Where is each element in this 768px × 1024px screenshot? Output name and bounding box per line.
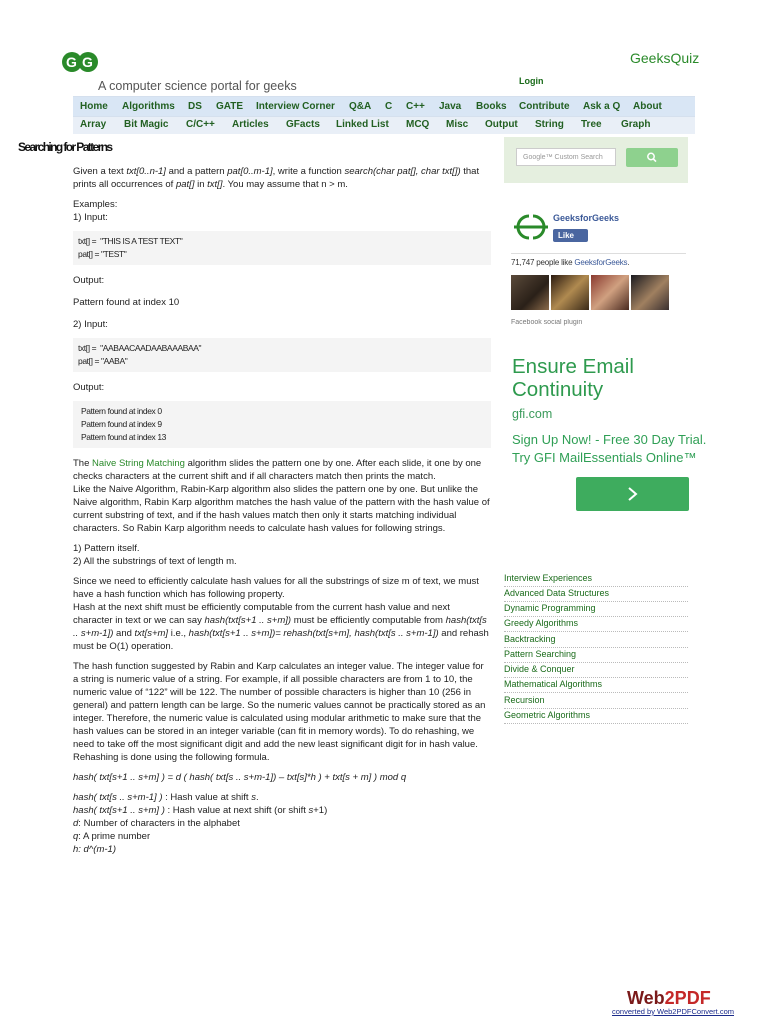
code-block-2: txt[] = "AABAACAADAABAAABAA" pat[] = "AABA" (73, 338, 491, 372)
category-link[interactable]: Geometric Algorithms (504, 709, 688, 724)
category-link[interactable]: Dynamic Programming (504, 602, 688, 617)
nav-c[interactable]: C (385, 101, 393, 112)
ad-description[interactable]: Sign Up Now! - Free 30 Day Trial. Try GFI MailEssentials Online™ (512, 432, 707, 465)
category-link[interactable]: Mathematical Algorithms (504, 678, 688, 693)
category-link[interactable]: Greedy Algorithms (504, 617, 688, 632)
nav-ask-a-q[interactable]: Ask a Q (583, 101, 621, 112)
ad-title[interactable]: Ensure Email Continuity (512, 355, 634, 401)
fb-like-button[interactable]: Like (553, 229, 588, 242)
category-link[interactable]: Divide & Conquer (504, 663, 688, 678)
nav-java[interactable]: Java (439, 101, 462, 112)
main-nav-row-2 (73, 116, 695, 134)
nav-qa[interactable]: Q&A (349, 101, 372, 112)
nav-tree[interactable]: Tree (581, 119, 602, 130)
site-tagline: A computer science portal for geeks (98, 79, 297, 93)
login-link[interactable]: Login (519, 76, 544, 86)
code-block-1: txt[] = "THIS IS A TEST TEXT" pat[] = "TEST" (73, 231, 491, 265)
nav-articles[interactable]: Articles (232, 119, 269, 130)
svg-text:G: G (66, 54, 77, 70)
nav-algorithms[interactable]: Algorithms (122, 101, 175, 112)
fb-divider (511, 253, 686, 254)
search-button[interactable] (626, 148, 678, 167)
naive-string-matching-link[interactable]: Naive String Matching (92, 458, 185, 469)
category-link[interactable]: Interview Experiences (504, 572, 688, 587)
follower-photo[interactable] (551, 275, 589, 310)
page-title: Searching for Patterns (18, 140, 112, 154)
fb-like-count: 71,747 people like GeeksforGeeks. (511, 258, 630, 267)
nav-misc[interactable]: Misc (446, 119, 469, 130)
svg-text:G: G (82, 54, 93, 70)
nav-output[interactable]: Output (485, 119, 518, 130)
follower-photo[interactable] (511, 275, 549, 310)
nav-c-cpp[interactable]: C/C++ (186, 119, 215, 130)
category-link[interactable]: Backtracking (504, 633, 688, 648)
nav-interview-corner[interactable]: Interview Corner (256, 101, 335, 112)
nav-mcq[interactable]: MCQ (406, 119, 430, 130)
main-nav-row-1 (73, 96, 695, 117)
category-link[interactable]: Pattern Searching (504, 648, 688, 663)
gfg-page-logo[interactable] (511, 212, 551, 242)
nav-bit-magic[interactable]: Bit Magic (124, 119, 169, 130)
fb-page-name[interactable]: GeeksforGeeks (553, 213, 620, 223)
naive-paragraph: The Naive String Matching algorithm slides the pattern one by one. After each slide, it one by one checks characters at the current shift and if all characters match then prints the match. Like the Naive Algorithm, Rabin-Karp algorithm also slides the pattern one by one. But unlike the Naive algorithm, Rabin Karp algorithm matches the hash value of the pattern with the hash value of current substring of text, and if the hash values match then only it starts matching individual characters. So Rabin Karp algorithm needs to calculate hash values for following strings. (73, 458, 490, 534)
nav-gate[interactable]: GATE (216, 101, 244, 112)
follower-photo[interactable] (631, 275, 669, 310)
nav-array[interactable]: Array (80, 119, 107, 130)
intro-paragraph: Given a text txt[0..n-1] and a pattern pat[0..m-1], write a function search(char pat[], char txt[]) that prints all occurrences of pat[] in txt[]. You may assume that n > m. (73, 166, 480, 190)
web2pdf-logo[interactable]: Web2PDF (627, 988, 711, 1008)
nav-graph[interactable]: Graph (621, 119, 651, 130)
strings-list: 1) Pattern itself. 2) All the substrings of text of length m. (73, 543, 237, 567)
output-label: Output: (73, 275, 105, 286)
nav-ds[interactable]: DS (188, 101, 202, 112)
ad-url[interactable]: gfi.com (512, 407, 553, 421)
search-input[interactable]: Google™ Custom Search (516, 148, 616, 166)
nav-gfacts[interactable]: GFacts (286, 119, 320, 130)
nav-string[interactable]: String (535, 119, 564, 130)
nav-contribute[interactable]: Contribute (519, 101, 570, 112)
category-link[interactable]: Advanced Data Structures (504, 587, 688, 602)
nav-books[interactable]: Books (476, 101, 507, 112)
definitions-list: hash( txt[s .. s+m-1] ) : Hash value at shift s. hash( txt[s+1 .. s+m] ) : Hash value at next shift (or shift s+1) d: Number of characters in the alphabet q: A prime number h: d^(m-1) (73, 792, 328, 855)
category-link[interactable]: Recursion (504, 694, 688, 709)
input2-label: 2) Input: (73, 319, 108, 330)
examples-label: Examples: (73, 199, 118, 210)
web2pdf-link[interactable]: converted by Web2PDFConvert.com (612, 1007, 734, 1016)
rabin-karp-paragraph: The hash function suggested by Rabin and Karp calculates an integer value. The integer value for a string is numeric value of a string. For example, if all possible characters are from 1 to 10, the numeric value of “122” will be 122. The number of possible characters is higher than 10 (256 in general) and pattern length can be large. So the numeric values cannot be practically stored as an integer. Therefore, the numeric value is calculated using modular arithmetic to make sure that the hash values can be stored in an integer variable (can fit in memory words). To do rehashing, we need to take off the most significant digit and add the new least significant digit for in hash value. Rehashing is done using the following formula. (73, 661, 486, 763)
chevron-right-icon (626, 486, 640, 502)
input1-label: 1) Input: (73, 212, 108, 223)
follower-photo[interactable] (591, 275, 629, 310)
nav-linked-list[interactable]: Linked List (336, 119, 389, 130)
ad-go-button[interactable] (576, 477, 689, 511)
search-icon (626, 148, 678, 167)
output2-label: Output: (73, 382, 105, 393)
nav-cpp[interactable]: C++ (406, 101, 425, 112)
fb-social-plugin: Facebook social plugin (511, 319, 583, 326)
output1: Pattern found at index 10 (73, 297, 180, 308)
hash-function-paragraph: Since we need to efficiently calculate hash values for all the substrings of size m of text, we must have a hash function which has following property. Hash at the next shift must be efficiently computable from the current hash value and next character in text or we can say hash(txt[s+1 .. s+m]) must be efficiently computable from hash(txt[s .. s+m-1]) and txt[s+m] i.e., hash(txt[s+1 .. s+m])= rehash(txt[s+m], hash(txt[s .. s+m-1]) and rehash must be O(1) operation. (73, 576, 489, 652)
geeksforgeeks-logo[interactable] (62, 49, 98, 75)
article-body (73, 165, 491, 856)
rehash-formula: hash( txt[s+1 .. s+m] ) = d ( hash( txt[s .. s+m-1]) – txt[s]*h ) + txt[s + m] ) mod q (73, 772, 407, 783)
custom-search-box (504, 137, 688, 183)
geeksquiz-link[interactable]: GeeksQuiz (630, 50, 700, 66)
nav-home[interactable]: Home (80, 101, 108, 112)
nav-about[interactable]: About (633, 101, 662, 112)
code-block-3: Pattern found at index 0 Pattern found at index 9 Pattern found at index 13 (73, 401, 491, 448)
